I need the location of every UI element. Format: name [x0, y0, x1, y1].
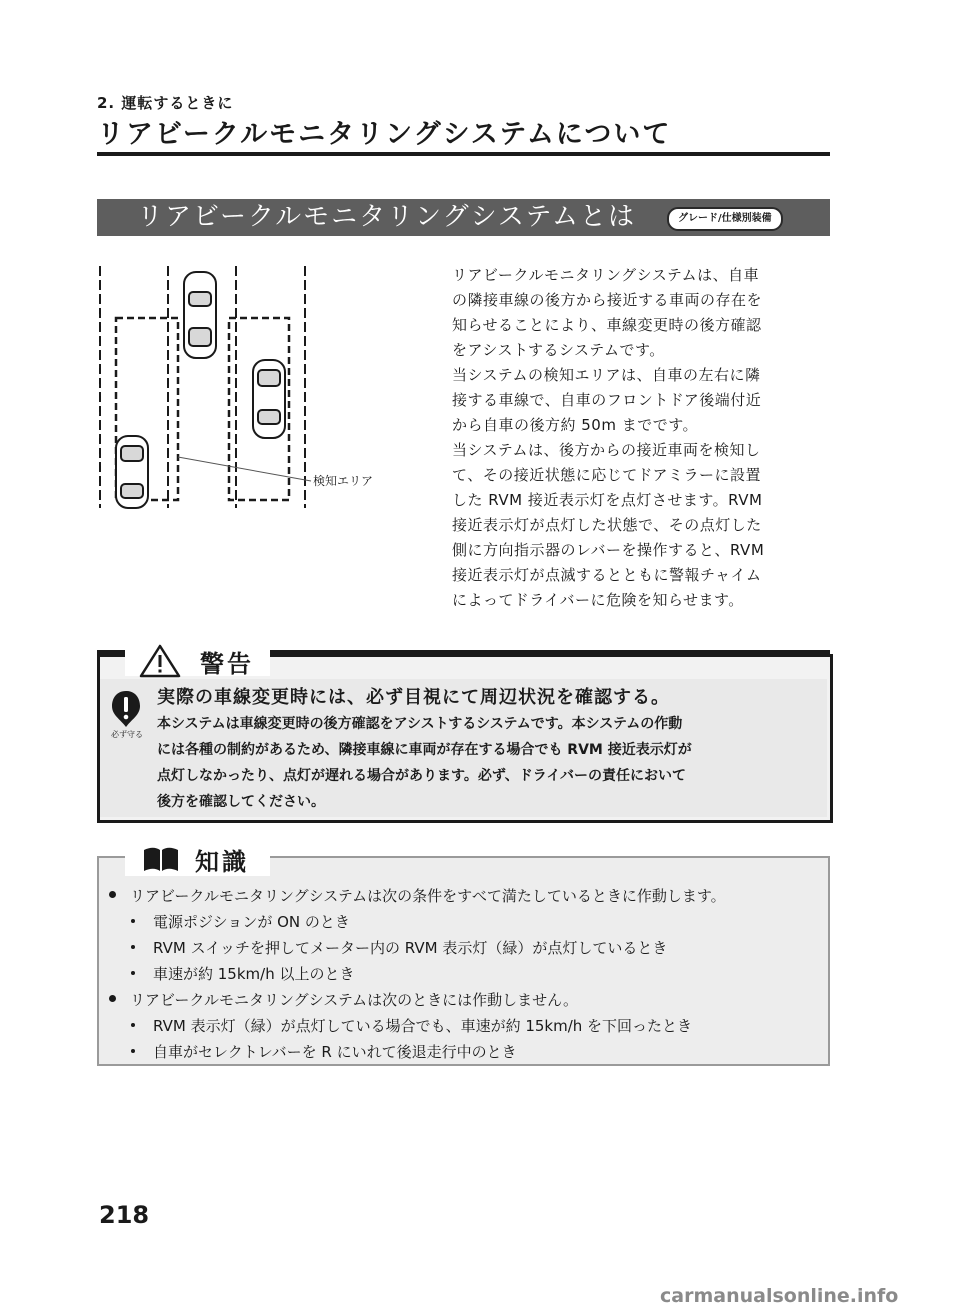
knowledge-sub-item-text: 自車がセレクトレバーを R にいれて後退走行中のとき: [153, 1043, 517, 1061]
warning-body-line: 後方を確認してください。: [157, 794, 325, 810]
intro-line: 接近表示灯が点滅するとともに警報チャイム: [452, 566, 762, 584]
knowledge-bullet-text: リアビークルモニタリングシステムは次の条件をすべて満たしているときに作動します。: [130, 887, 726, 905]
section-label: 2. 運転するときに: [97, 94, 234, 112]
intro-line: 知らせることにより、車線変更時の後方確認: [452, 316, 762, 334]
area-leader-line: [178, 457, 311, 481]
must-follow-label: 必ず守る: [111, 730, 143, 739]
knowledge-sub-item: [109, 962, 819, 986]
intro-line: 側に方向指示器のレバーを操作すると、RVM: [452, 541, 765, 559]
intro-line: て、その接近状態に応じてドアミラーに設置: [452, 466, 761, 484]
warning-body-line: には各種の制約があるため、隣接車線に車両が存在する場合でも RVM 接近表示灯が: [157, 742, 692, 758]
intro-line: によってドライバーに危険を知らせます。: [452, 591, 744, 609]
section-heading: リアビークルモニタリングシステムとは: [137, 202, 637, 232]
left-lane-car-icon: [116, 436, 148, 508]
own-car-icon: [184, 272, 216, 358]
intro-line: の隣接車線の後方から接近する車両の存在を: [452, 291, 763, 309]
knowledge-title: 知識: [195, 848, 249, 876]
sub-bullet-icon: [131, 919, 135, 923]
knowledge-sub-item-text: 電源ポジションが ON のとき: [153, 913, 350, 931]
grade-badge: グレード/仕様別装備: [667, 207, 783, 231]
intro-line: 接近表示灯が点灯した状態で、その点灯した: [452, 516, 762, 534]
knowledge-sub-item: [109, 1040, 819, 1064]
must-follow-icon: [110, 689, 142, 729]
warning-title: 警告: [200, 650, 254, 678]
intro-line: をアシストするシステムです。: [452, 341, 665, 359]
sub-bullet-icon: [131, 971, 135, 975]
warning-headline: 実際の車線変更時には、必ず目視にて周辺状況を確認する。: [157, 687, 670, 708]
bullet-dot-icon: [109, 995, 116, 1002]
book-icon: [141, 845, 181, 873]
warning-triangle-icon: [138, 643, 182, 679]
intro-line: 接する車線で、自車のフロントドア後端付近: [452, 391, 762, 409]
sub-bullet-icon: [131, 945, 135, 949]
detection-area-label: 検知エリア: [313, 474, 374, 488]
intro-line: から自車の後方約 50m までです。: [452, 416, 699, 434]
bullet-dot-icon: [109, 891, 116, 898]
page-number: 218: [99, 1201, 150, 1229]
knowledge-sub-item-text: RVM 表示灯（緑）が点灯している場合でも、車速が約 15km/h を下回ったとき: [153, 1017, 693, 1035]
intro-text: [452, 263, 812, 613]
knowledge-sub-item-text: 車速が約 15km/h 以上のとき: [153, 965, 355, 983]
knowledge-sub-item: [109, 1014, 819, 1038]
warning-body: [157, 711, 825, 815]
title-rule: [97, 152, 830, 156]
knowledge-bullet: [109, 988, 819, 1012]
intro-line: リアビークルモニタリングシステムは、自車: [452, 266, 760, 284]
knowledge-list: [109, 884, 819, 1066]
knowledge-bullet: [109, 884, 819, 908]
knowledge-bullet-text: リアビークルモニタリングシステムは次のときには作動しません。: [130, 991, 579, 1009]
sub-bullet-icon: [131, 1023, 135, 1027]
watermark: carmanualsonline.info: [660, 1285, 899, 1307]
knowledge-sub-item: [109, 936, 819, 960]
intro-line: した RVM 接近表示灯を点灯させます。RVM: [452, 491, 763, 509]
warning-body-line: 点灯しなかったり、点灯が遅れる場合があります。必ず、ドライバーの責任において: [157, 768, 687, 784]
sub-bullet-icon: [131, 1049, 135, 1053]
warning-body-line: 本システムは車線変更時の後方確認をアシストするシステムです。本システムの作動: [157, 716, 683, 732]
intro-line: 当システムの検知エリアは、自車の左右に隣: [452, 366, 761, 384]
intro-line: 当システムは、後方からの接近車両を検知し: [452, 441, 761, 459]
knowledge-sub-item: [109, 910, 819, 934]
right-lane-car-icon: [253, 360, 285, 438]
knowledge-sub-item-text: RVM スイッチを押してメーター内の RVM 表示灯（緑）が点灯しているとき: [153, 939, 668, 957]
page-title: リアビークルモニタリングシステムについて: [97, 119, 672, 150]
